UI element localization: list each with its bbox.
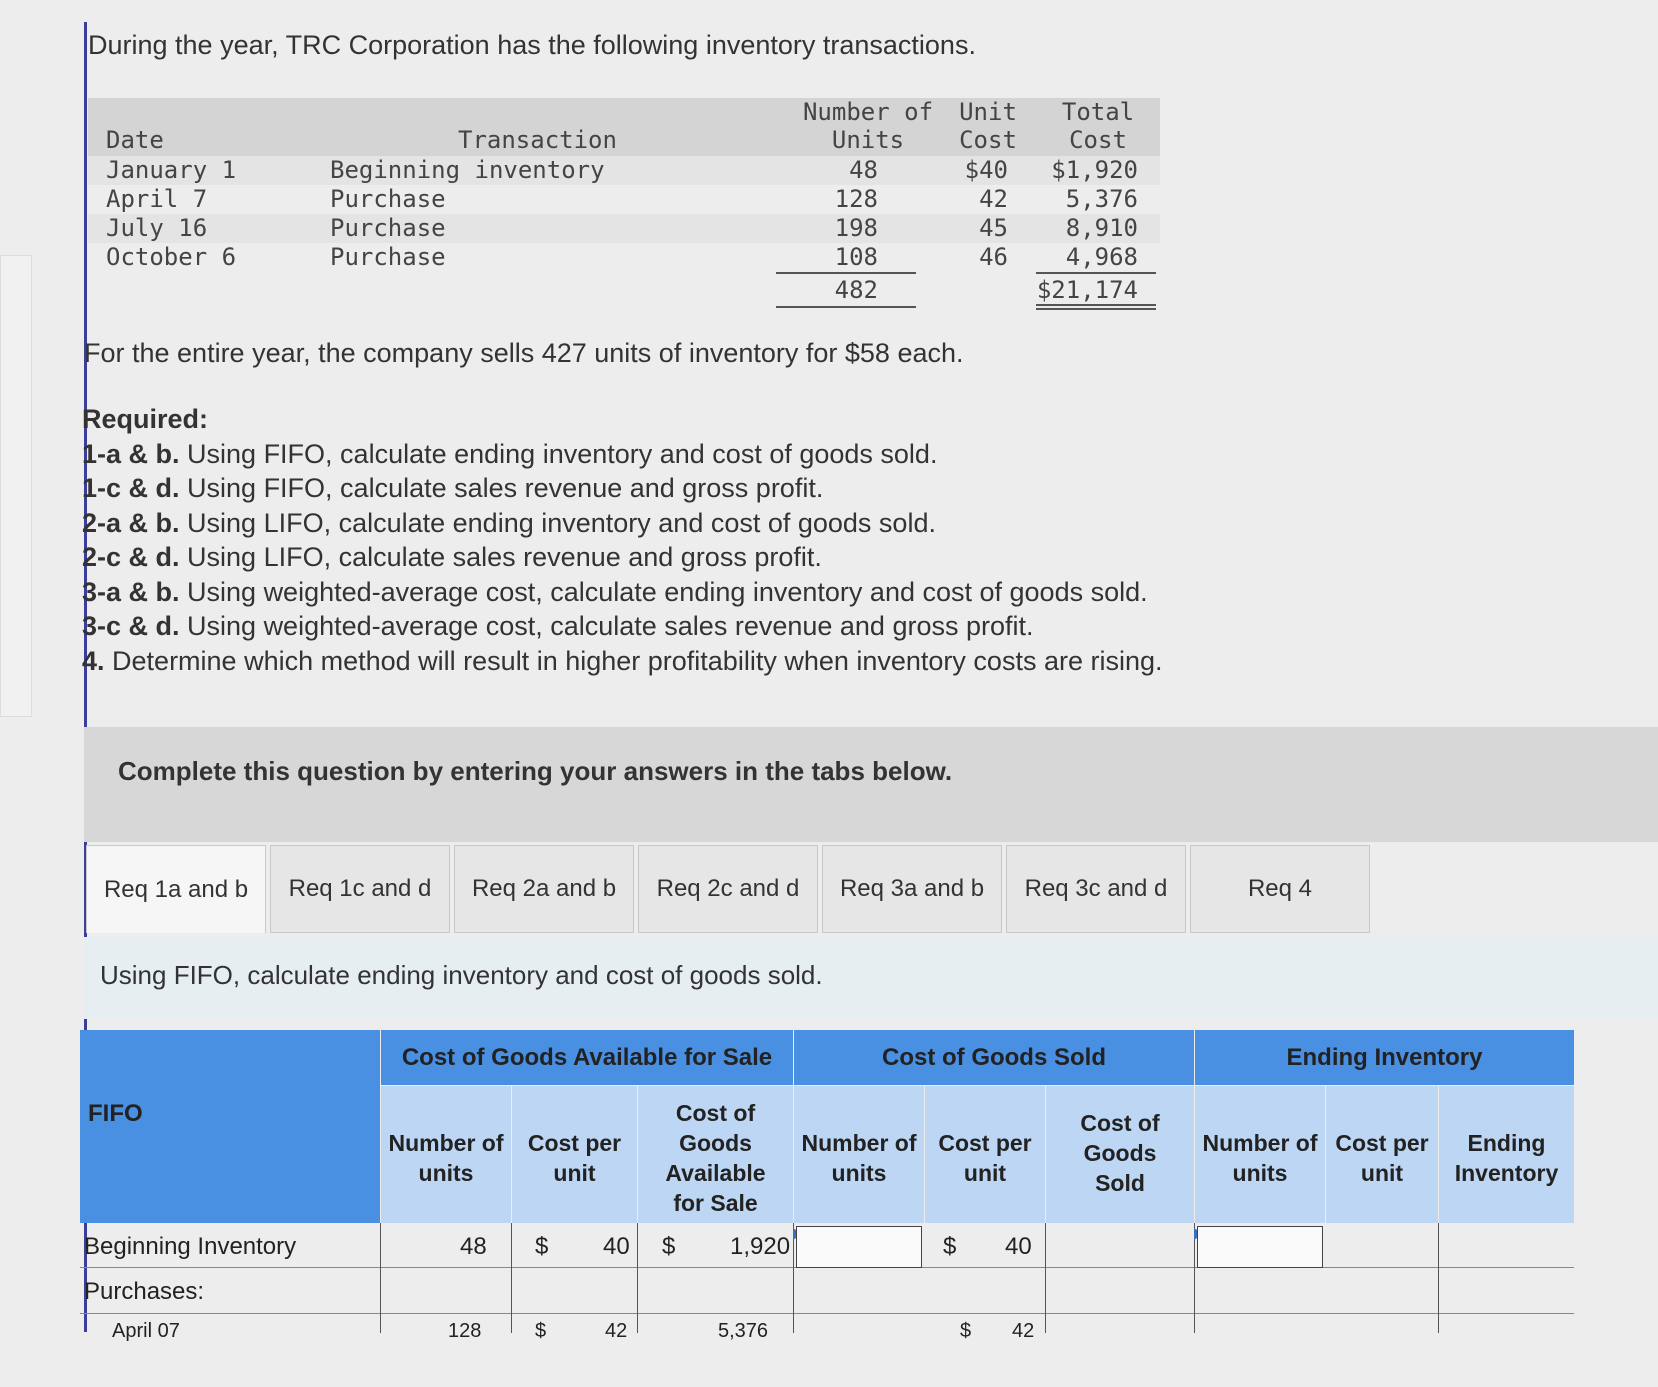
header-date: Date [106, 126, 164, 154]
avail-total-value: 5,376 [718, 1320, 769, 1342]
group-header [381, 1030, 793, 1085]
tab-req-4[interactable]: Req 4 [1190, 845, 1370, 933]
banner-text: Complete this question by entering your answers in the tabs below. [118, 756, 953, 786]
required-item [82, 575, 1163, 610]
fifo-answer-table [80, 1030, 1574, 1342]
required-item-text: Using weighted-average cost, calculate ending inventory and cost of goods sold. [179, 576, 1148, 607]
avail-cost-value: 40 [603, 1233, 630, 1260]
header-unit-cost-1: Unit [959, 98, 1017, 126]
required-item [82, 644, 1163, 679]
row-transaction: Beginning inventory [330, 156, 605, 184]
tab-instruction: Using FIFO, calculate ending inventory and cost of goods sold. [100, 960, 823, 990]
table-row [88, 156, 1160, 185]
row-units: 128 [834, 185, 878, 213]
col-header: Number of units [381, 1086, 511, 1223]
row-date: July 16 [106, 214, 208, 242]
group-header [794, 1030, 1194, 1085]
row-total-cost: $1,920 [1051, 156, 1138, 184]
table-row [88, 243, 1160, 272]
col-header: Cost of Goods Sold [1046, 1086, 1194, 1223]
tab-req-2a-b[interactable]: Req 2a and b [454, 845, 634, 933]
required-item-label: 3-c & d. [82, 611, 180, 641]
header-units-2: Units [831, 126, 905, 154]
required-item-label: 2-c & d. [82, 542, 180, 572]
row-units: 48 [849, 156, 878, 184]
row-unit-cost: 42 [979, 185, 1008, 213]
required-item-text: Using FIFO, calculate ending inventory and cost of goods sold. [179, 438, 938, 469]
total-underline [1036, 272, 1156, 274]
header-total-cost-1: Total [1061, 98, 1135, 126]
row-label: April 07 [112, 1320, 180, 1342]
row-unit-cost: 46 [979, 243, 1008, 271]
side-panel-edge [0, 255, 32, 717]
group-title: Cost of Goods Available for Sale [401, 1044, 773, 1071]
units-underline [776, 272, 916, 274]
tab-req-1a-b[interactable]: Req 1a and b [86, 845, 266, 933]
sold-cost-value: 40 [1005, 1233, 1032, 1260]
group-header [1195, 1030, 1574, 1085]
tab-req-1c-d[interactable]: Req 1c and d [270, 845, 450, 933]
total-double-underline-1 [1036, 304, 1156, 306]
required-item-text: Using FIFO, calculate sales revenue and gross profit. [179, 473, 824, 503]
required-item [82, 471, 1163, 506]
row-unit-cost: $40 [964, 156, 1008, 184]
row-date: October 6 [106, 243, 237, 271]
row-label: Purchases: [84, 1278, 205, 1305]
col-header: Number of units [794, 1086, 924, 1223]
required-item-text: Using LIFO, calculate ending inventory and cost of goods sold. [179, 507, 936, 538]
header-transaction: Transaction [458, 126, 617, 154]
col-header: Cost of Goods Available for Sale [638, 1086, 793, 1223]
intro-text: During the year, TRC Corporation has the following inventory transactions. [88, 30, 976, 60]
sold-cost-value: 42 [1012, 1320, 1035, 1342]
required-item [82, 506, 1163, 541]
header-unit-cost-2: Cost [959, 126, 1017, 154]
required-title: Required: [82, 404, 209, 434]
required-item [82, 437, 1163, 472]
units-total-underline [776, 306, 916, 308]
row-total-cost: 4,968 [1065, 243, 1138, 271]
fifo-label: FIFO [88, 1100, 143, 1127]
required-item [82, 609, 1163, 644]
header-units-1: Number of [802, 98, 934, 126]
required-item-label: 4. [82, 645, 105, 676]
col-header: Cost per unit [1326, 1086, 1438, 1223]
row-transaction: Purchase [330, 185, 446, 213]
dollar-sign: $ [943, 1233, 957, 1260]
required-item-label: 1-c & d. [82, 473, 180, 503]
avail-total-value: 1,920 [730, 1233, 791, 1260]
end-units-input[interactable] [1197, 1226, 1323, 1268]
dollar-sign: $ [535, 1233, 549, 1260]
row-date: January 1 [106, 156, 237, 184]
sales-text: For the entire year, the company sells 427 units of inventory for $58 each. [84, 338, 964, 368]
row-unit-cost: 45 [979, 214, 1008, 242]
total-units: 482 [834, 276, 878, 304]
tab-req-3a-b[interactable]: Req 3a and b [822, 845, 1002, 933]
row-units: 108 [834, 243, 878, 271]
row-transaction: Purchase [330, 214, 446, 242]
avail-units-value: 128 [448, 1320, 482, 1342]
tab-req-3c-d[interactable]: Req 3c and d [1006, 845, 1186, 933]
header-total-cost-2: Cost [1069, 126, 1127, 154]
clipped-row [80, 1314, 1574, 1342]
dollar-sign: $ [535, 1320, 547, 1342]
required-item-label: 2-a & b. [82, 507, 180, 538]
col-header: Number of units [1195, 1086, 1325, 1223]
required-item-text: Using weighted-average cost, calculate sales revenue and gross profit. [179, 611, 1034, 641]
required-item-text: Determine which method will result in higher profitability when inventory costs are rising. [104, 645, 1163, 676]
required-item [82, 540, 1163, 575]
avail-cost-value: 42 [605, 1320, 628, 1342]
total-double-underline-2 [1036, 308, 1156, 310]
row-label: Beginning Inventory [84, 1233, 297, 1260]
total-cost: $21,174 [1036, 276, 1138, 304]
tab-req-2c-d[interactable]: Req 2c and d [638, 845, 818, 933]
row-total-cost: 8,910 [1065, 214, 1138, 242]
row-transaction: Purchase [330, 243, 446, 271]
required-item-label: 1-a & b. [82, 438, 180, 469]
col-header: Cost per unit [512, 1086, 637, 1223]
required-item-text: Using LIFO, calculate sales revenue and gross profit. [179, 542, 822, 572]
row-total-cost: 5,376 [1065, 185, 1138, 213]
avail-units-value: 48 [460, 1233, 487, 1260]
col-header: Cost per unit [925, 1086, 1045, 1223]
table-row [88, 185, 1160, 214]
required-section [82, 402, 1163, 678]
required-item-label: 3-a & b. [82, 576, 180, 607]
group-title: Ending Inventory [1286, 1044, 1483, 1071]
dollar-sign: $ [960, 1320, 972, 1342]
table-row [88, 214, 1160, 243]
row-units: 198 [834, 214, 878, 242]
dollar-sign: $ [662, 1233, 676, 1260]
sold-units-input[interactable] [796, 1226, 922, 1268]
group-title: Cost of Goods Sold [882, 1044, 1106, 1071]
row-date: April 7 [106, 185, 208, 213]
col-header: Ending Inventory [1439, 1086, 1574, 1223]
